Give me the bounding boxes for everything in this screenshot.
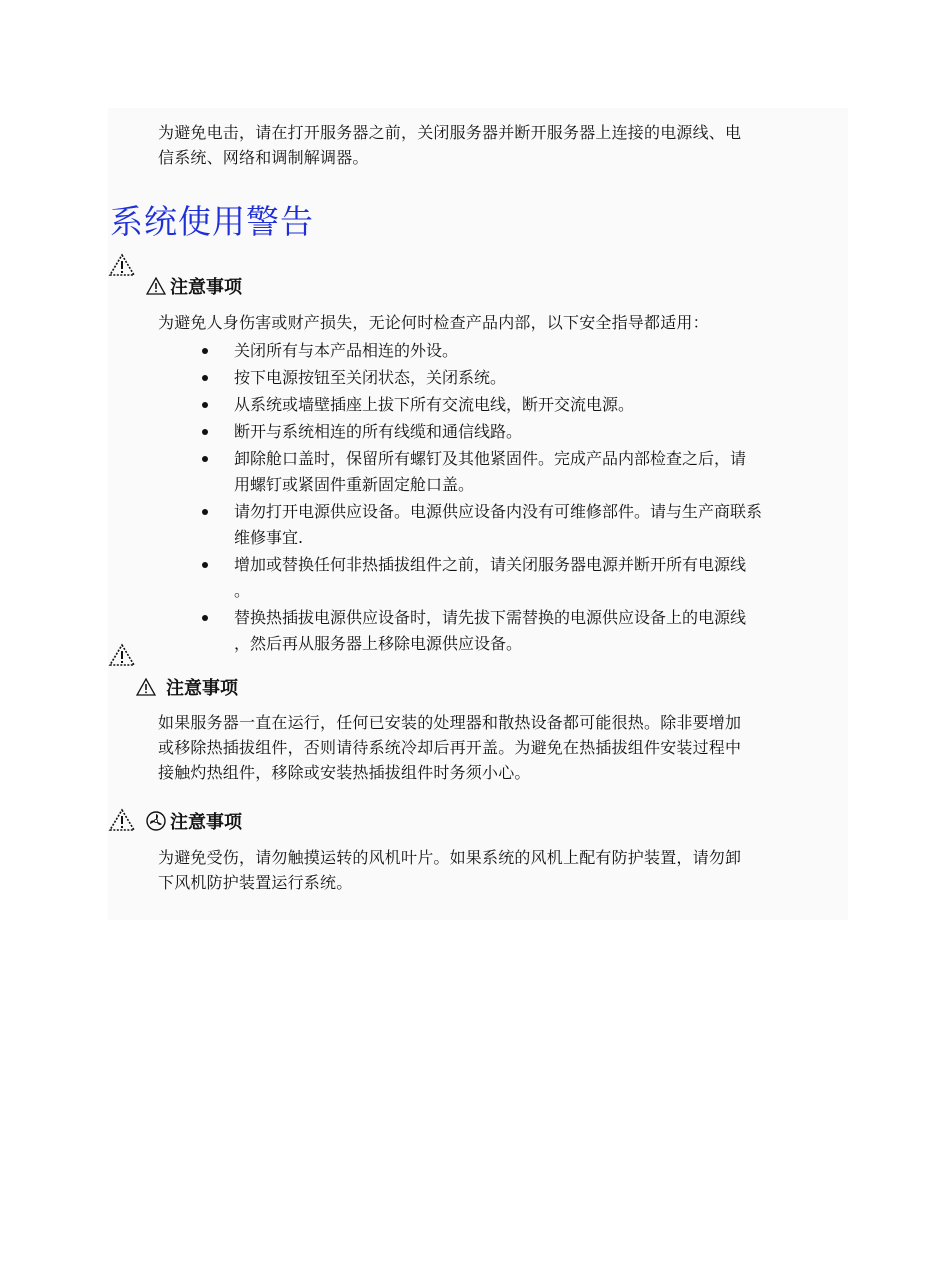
list-item-text-cont: 用螺钉或紧固件重新固定舱口盖。 bbox=[234, 475, 475, 494]
caution-1-title: 注意事项 bbox=[170, 277, 242, 298]
intro-line-1: 为避免电击，请在打开服务器之前，关闭服务器并断开服务器上连接的电源线、电 bbox=[158, 123, 742, 142]
warning-triangle-icon bbox=[108, 808, 136, 832]
caution-1-intro: 为避免人身伤害或财产损失，无论何时检查产品内部，以下安全指导都适用： bbox=[158, 313, 709, 332]
caution-2-line-2: 或移除热插拔组件，否则请待系统冷却后再开盖。为避免在热插拔组件安装过程中 bbox=[158, 738, 742, 757]
fan-icon bbox=[146, 811, 166, 831]
caution-3-line-2: 下风机防护装置运行系统。 bbox=[158, 873, 353, 892]
bullet-icon bbox=[202, 615, 208, 621]
list-item-text: 卸除舱口盖时，保留所有螺钉及其他紧固件。完成产品内部检查之后，请 bbox=[234, 449, 747, 468]
small-warning-icon bbox=[146, 277, 166, 295]
list-item bbox=[200, 552, 850, 604]
list-item-text: 替换热插拔电源供应设备时，请先拔下需替换的电源供应设备上的电源线 bbox=[234, 608, 747, 627]
caution-3-header bbox=[146, 810, 242, 836]
bullet-icon bbox=[202, 562, 208, 568]
bullet-icon bbox=[202, 348, 208, 354]
bullet-icon bbox=[202, 375, 208, 381]
list-item-text: 按下电源按钮至关闭状态，关闭系统。 bbox=[234, 368, 507, 387]
list-item-text-cont: ，然后再从服务器上移除电源供应设备。 bbox=[234, 634, 523, 653]
list-item-text-cont: 。 bbox=[234, 581, 251, 600]
bullet-icon bbox=[202, 456, 208, 462]
list-item bbox=[200, 392, 850, 418]
section-title: 系统使用警告 bbox=[110, 202, 314, 241]
list-item-text: 从系统或墙壁插座上拔下所有交流电线，断开交流电源。 bbox=[234, 395, 635, 414]
list-item-text: 断开与系统相连的所有线缆和通信线路。 bbox=[234, 422, 523, 441]
warning-triangle-icon bbox=[108, 643, 136, 667]
intro-line-2: 信系统、网络和调制解调器。 bbox=[158, 148, 369, 167]
small-warning-icon bbox=[136, 678, 156, 696]
caution-1-list bbox=[200, 338, 850, 658]
list-item-text: 增加或替换任何非热插拔组件之前，请关闭服务器电源并断开所有电源线 bbox=[234, 555, 747, 574]
caution-1-header bbox=[146, 275, 242, 301]
bullet-icon bbox=[202, 509, 208, 515]
list-item bbox=[200, 338, 850, 364]
list-item bbox=[200, 605, 850, 657]
list-item-text: 请勿打开电源供应设备。电源供应设备内没有可维修部件。请与生产商联系 bbox=[234, 502, 763, 521]
caution-2-line-3: 接触灼热组件，移除或安装热插拔组件时务须小心。 bbox=[158, 763, 531, 782]
bullet-icon bbox=[202, 429, 208, 435]
caution-2-header bbox=[136, 676, 238, 702]
list-item bbox=[200, 499, 850, 551]
list-item bbox=[200, 365, 850, 391]
caution-3-title: 注意事项 bbox=[170, 812, 242, 833]
list-item bbox=[200, 446, 850, 498]
caution-2-line-1: 如果服务器一直在运行，任何已安装的处理器和散热设备都可能很热。除非要增加 bbox=[158, 713, 742, 732]
list-item-text: 关闭所有与本产品相连的外设。 bbox=[234, 341, 459, 360]
warning-triangle-icon bbox=[108, 253, 136, 277]
caution-3-line-1: 为避免受伤，请勿触摸运转的风机叶片。如果系统的风机上配有防护装置，请勿卸 bbox=[158, 848, 742, 867]
caution-2-title: 注意事项 bbox=[166, 678, 238, 699]
list-item bbox=[200, 419, 850, 445]
bullet-icon bbox=[202, 402, 208, 408]
list-item-text-cont: 维修事宜. bbox=[234, 528, 304, 547]
